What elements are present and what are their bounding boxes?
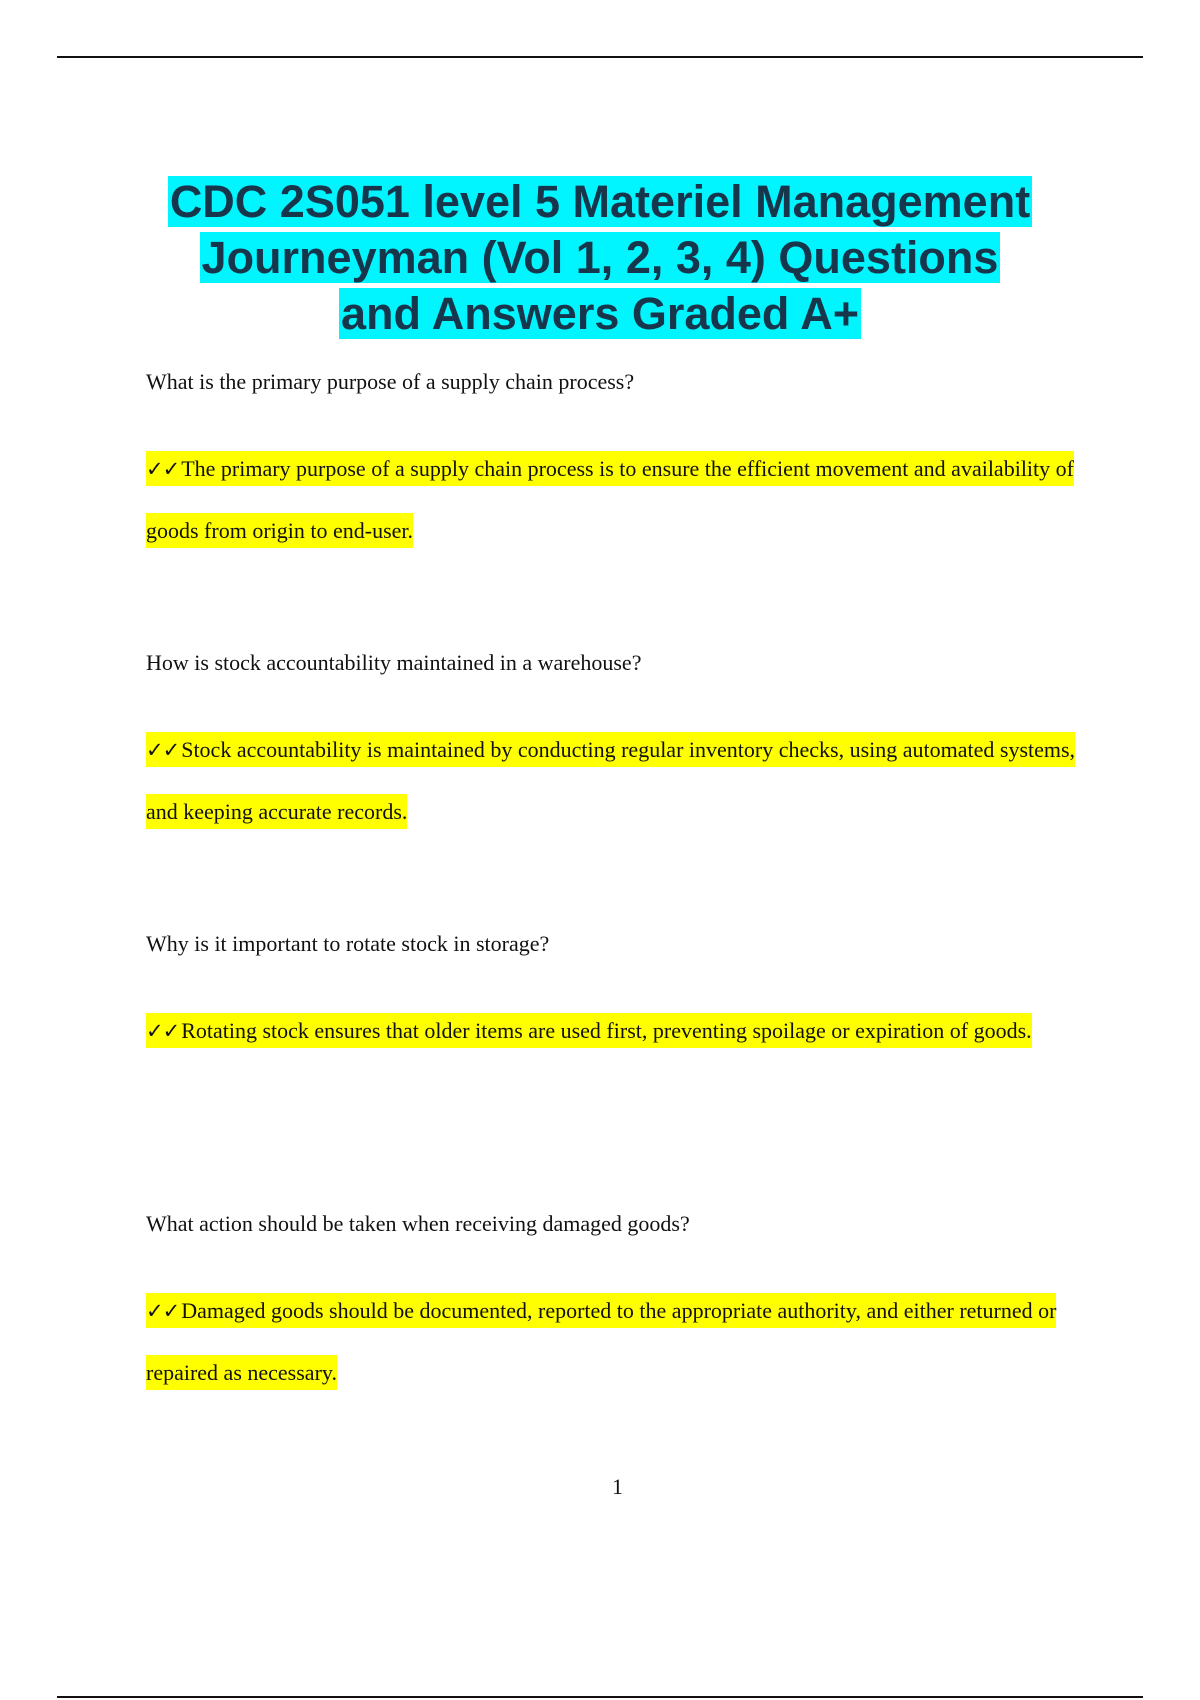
answer-text — [146, 719, 1091, 842]
answer-text — [146, 1000, 1091, 1062]
title-line-1: CDC 2S051 level 5 Materiel Management — [169, 176, 1031, 228]
question-text: Why is it important to rotate stock in storage? — [146, 931, 550, 956]
qa-item — [146, 368, 1106, 561]
title-line-2: Journeyman (Vol 1, 2, 3, 4) Questions — [201, 232, 999, 284]
document-title — [100, 174, 1100, 342]
page-number: 1 — [612, 1474, 623, 1499]
answer-text — [146, 438, 1091, 561]
qa-item — [146, 930, 1106, 1062]
title-line-3: and Answers Graded A+ — [340, 288, 860, 340]
question-text: What is the primary purpose of a supply chain process? — [146, 369, 635, 394]
double-check-icon: ✓✓ — [146, 457, 180, 481]
question-text: What action should be taken when receiving damaged goods? — [146, 1211, 690, 1236]
top-rule — [57, 56, 1143, 58]
question-text: How is stock accountability maintained in a warehouse? — [146, 650, 642, 675]
answer-body: Rotating stock ensures that older items are used first, preventing spoilage or expiration of goods. — [181, 1018, 1032, 1043]
answer-text — [146, 1280, 1091, 1403]
qa-item — [146, 649, 1106, 842]
qa-item — [146, 1210, 1106, 1403]
double-check-icon: ✓✓ — [146, 1019, 180, 1043]
bottom-rule — [57, 1696, 1143, 1698]
double-check-icon: ✓✓ — [146, 1299, 180, 1323]
answer-body: Damaged goods should be documented, reported to the appropriate authority, and either returned or repaired as necessary. — [146, 1298, 1057, 1385]
double-check-icon: ✓✓ — [146, 738, 180, 762]
answer-body: Stock accountability is maintained by conducting regular inventory checks, using automated systems, and keeping accurate records. — [146, 737, 1076, 824]
answer-body: The primary purpose of a supply chain process is to ensure the efficient movement and availability of goods from origin to end-user. — [146, 456, 1074, 543]
